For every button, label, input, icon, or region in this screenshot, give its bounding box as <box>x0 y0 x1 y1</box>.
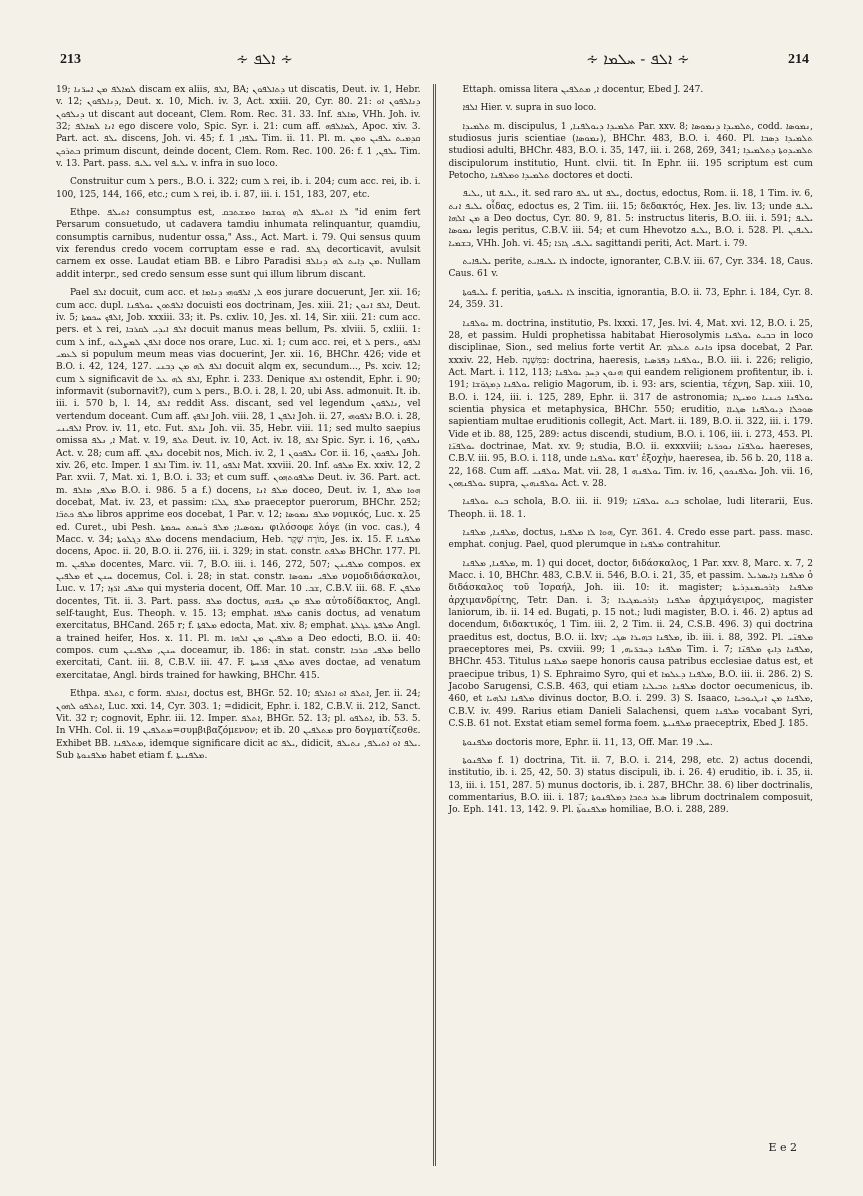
running-head-right: ∻ ܐܠܦ - ܚܠܡܐ ∻ <box>586 50 690 68</box>
column-divider <box>433 84 437 1166</box>
running-head <box>46 50 819 72</box>
entry-paragraph: Ethpa. ܐܬܠܦ, c form. ܐܬܐܠܦ, doctus est, BHGr. 52. 10; ܐܬܠܦ ܐܘ ܐܬܐܠܦ, Jer. ii. 24; ܐܬܠܦܘ ܠܗܘܢ, Luc. xxi. 14, Cyr. 303. 1; =didicit, Ephr. i. 182, C.B.V. ii. 212, Sanct. Vit. 32 r; cognovit, Ephr. iii. 12. Imper. ܐܬܠܦ, BHGr. 52. 13; pl. ܐܬܠܦܘ, ib. 53. 5. In VHh. Col. ii. 19 ܡܬܠܦܝܢ=συμβιβαζόμενον; et ib. 20 ܡܬܠܦܝܢ pro δογματίζεσθε. Exhibet BB. ܡܬܠܦܢܐ, idemque significare dicit ac ܝܠܦ, didicit, ܝܠܦ ܐܘ ܐܬܝܠܦ, ܢܬܝܠܦ. Sub ܡܠܦܢܘܬܐ habet etiam f. ܡܠܦܢܝܬܐ. <box>56 689 421 761</box>
entry-paragraph: ܬܠܡܝܕܐ m. discipulus, ܬܠܡܝܕܐ ܕܝܘܠܦܢܐ, 1 Par. xxv. 8; ܬܠܡܝܕܐ ܕܢܡܘܣܐ, codd. ܢܡܘܣܐ, studiosus juris scientiae (ܢܡܘܣܐ), BHChr. 483, B.O. i. 460. Pl. ܬܠܡܝܕܐ ܕܣܒܐ studiosi adulti, BHChr. 483, B.O. i. 35, 147, iii. i. 268, 269, 341; ܬܠܡܝܕܘܬܐ ܕܬܠܡܝܕܐ discipulorum institutio, Hunt. clvii. tit. In Ephr. iii. 195 scriptum est cum Petocho, ܬܠܡܝܕܐ ܘܡܠܦܢܐ doctores et docti. <box>448 121 813 182</box>
entry-paragraph: ܡܠܦܢܐ, ܡܠܦܢܐ, doctus, ܗܘܐ ܠܐ ܡܠܦܢܐ, Cyr. 361. 4. Credo esse part. pass. masc. emphat. conjug. Pael, quod plerumque in ܡܠܦܢܐ contrahitur. <box>448 528 813 551</box>
signature-mark: E e 2 <box>768 1141 797 1154</box>
entry-paragraph: Ettaph. omissa litera ܐ, ܡܬܠܦܝܢ docentur, Ebed J. 247. <box>462 85 704 95</box>
entry-paragraph: Pael ܐܠܦ docuit, cum acc. et ܠ, ܐܠܦܘܗܝ ܕܢܐܡܐ eos jurare docuerunt, Jer. xii. 16; cum acc. dupl. ܐܠܦܬܘܢ ܝܘܠܦܢܐ docuisti eos doctrinam, Jes. xiii. 21; ܐܠܦ ܐܢܘܢ, Deut. iv. 5; ܐܠܦܟ ܚܟܡܬܐ, Job. xxxiii. 33; it. Ps. cxliv. 10, Jes. xl. 14, Sir. xiii. 21: cum acc. pers. et ܠ rei, ܐܠܦ ܐܝܕܝ ܠܩܪܒܐ docuit manus meas bellum, Ps. xlviii. 5, cxliii. 1: cum ܠ inf., ܐܠܦܢ ܠܡܨܠܝܘ doce nos orare, Luc. xi. 1; cum acc. rei, et ܠ pers., ܐܠܦܘ ܠܥܡܝ si populum meum meas vias docuerint, Jer. xii. 16, BHChr. 426; vide et B.O. i. 42, 124, 127. ܐܠܦ ܠܗ ܡܢ ܕܒܢܝ docuit alqm ex, secundum..., Ps. xciv. 12; cum ܠ significavit de ܐܠܦ ܠܗ ܥܠ, Ephr. i. 233. Denique ܐܠܦ ostendit, Ephr. i. 90; informavit (subornavit?), cum ܠ pers., B.O. i. 28, l. 20, ubi Ass. admonuit. It. ib. iii. i. 570 b, l. 14, ܐܠܦ reddit Ass. discant, sed vel legendum ܢܐܠܦܘܢ, vel vertendum doceant. Cum aff. ܐܠܦܟ Joh. viii. 28, ܐܠܦܢ 1 Joh. ii. 27, ܐܠܦܘܗܝ B.O. i. 28, ܐܠܦܝܢܝ Prov. iv. 11, etc. Fut. ܢܐܠܦ Joh. vii. 35, Hebr. viii. 11; sed multo saepius omissa ܐ, ܢܠܦ Mat. v. 19, ܬܠܦ Deut. iv. 10, Act. iv. 18, ܐܠܦ Spic. Syr. i. 16, ܢܠܦܘܢ Act. v. 28; cum aff. ܢܠܦܢ docebit nos, Mich. iv. 2, ܢܠܦܟܘܢ 1 Cor. ii. 16, ܢܠܦܟܘܢ Joh. xiv. 26, etc. Imper. ܐܠܦ 1 Tim. iv. 11, ܐܠܦܘ Mat. xxviii. 20. Inf. ܡܠܦܘ Ex. xxiv. 12, 2 Par. xvii. 7, Mat. xi. 1, B.O. i. 33; et cum suff. ܡܠܦܘܬܗܘܢ Deut. iv. 36. Part. act. m. ܡܠܦ, ܡܐܠܦ B.O. i. 986. 5 a f.) docens, ܡܠܦ ܐܢܐ doceo, Deut. iv. 1, ܗܘܐ ܡܠܦ docebat, Mat. iv. 23, et passim: ܡܠܦ ܛܠܝ̈ܐ praeceptor puerorum, BHChr. 252; ܡܠܦ ܟܬܒ̈ܐ libros apprime eos docebat, 1 Par. v. 12; ܡܠܦ ܢܡܘܣܐ νομικός, Luc. x. 25 ed. Curet., ubi Pesh. ܢܡܘܣܝܐ; ܡܠܦ ܪܚܡܬ ܚܟܡܬܐ φιλόσοφε λόγε (in voc. cas.), 4 Macc. v. 34; ܡܠܦ ܕܓܠܘܬܐ docens mendacium, Heb. מוֹרֶה שֶׁקֶר, Jes. ix. 15. F. ܡܠܦܢܐ docens, Apoc. ii. 20, B.O. ii. 276, iii. i. 329; in stat. constr. ܡܠܦܬ BHChr. 177. Pl. m. ܡܠܦܝܢ docentes, Marc. vii. 7, B.O. iii. i. 146, 272, 507; ܡܠܦܝܢܢ compos. ex ܡܠܦܝܢ et ܚܢܢ docemus, Col. i. 28; in stat. constr. ܡܠܦܝ ܢܡܘܣܐ νομοδιδάσκαλοι, Luc. v. 17; ܡܠܦܝ ܐܪ̈ܙܐ qui mysteria docent, Off. Mar. ܫܒ. 10, C.B.V. iii. 68. F. ܡܠܦܢ docentes, Tit. ii. 3. Part. pass. ܡܠܦ doctus, ܡܠܦ ܡܢ ܢܦܫܗ αὐτοδίδακτος, Angl. self-taught, Eus. Theoph. v. 15. 13; emphat. ܡܠܦܐ canis doctus, ad venatum exercitatus, BHCand. 265 r; f. ܡܠܦܬܐ edocta, Mat. xiv. 8; emphat. ܡܠܦܬܐ ܥܓܠܬܐ Angl. a trained heifer, Hos. x. 11. Pl. m. ܡܠܦܝܢ ܡܢ ܐܠܗܐ a Deo edocti, B.O. ii. 40: compos. cum ܚܢܢ, ܡܠܦܝܢܢ doceamur, ib. 186: in stat. constr. ܡܠܦܝ ܩܪܒܐ bello exercitati, Cant. iii. 8, C.B.V. iii. 47. F. ܡܠܦܢ ܦܪ̈ܚܬܐ aves doctae, ad venatum exercitatae, Angl. birds trained for hawking, BHChr. 415. <box>56 288 421 681</box>
entry-paragraph: Ethpe. ܐܬܝܠܦ consumptus est, ܠܐ ܐܬܝܠܦ ܠܗ ܓܘܫܡܐ ܘܡܫܬܒܩ "id enim fert Persarum consuetudo, ut cadavera tamdiu inhumata relinquantur, quamdiu, consumptis carnibus, nudentur ossa," Ass., Act. Mart. i. 79. Qui sensus quum vix ferendus credo vocem corruptam esse e rad. ܓܠܦ decorticavit, avulsit carnem ex osse. Laudat etiam BB. e Libro Paradisi ܡܢ ܕܐܝܬ ܠܗ ܕܢܐܠܦ. Nullam addit interpr., sed credo sensum esse sunt qui illum librum discant. <box>56 208 421 280</box>
page-number-right: 214 <box>788 52 809 67</box>
entry-paragraph: ܒܝܬ ܝܘܠܦܢܐ schola, B.O. iii. ii. 919; ܒܝܬ ܝܘܠܦܢ̈ܐ scholae, ludi literarii, Eus. Theoph. ii. 18. 1. <box>448 497 813 520</box>
entry-paragraph: ܡܠܦܢܘܬܐ doctoris more, Ephr. ii. 11, 13, Off. Mar. ܚܠ. 19. <box>462 737 713 748</box>
entry-paragraph: ܝܠܝܦܐܝܬ perite, ܠܐ ܝܠܝܦܐܝܬ indocte, ignoranter, C.B.V. iii. 67, Cyr. 334. 18, Caus. Caus. 61 v. <box>448 257 814 280</box>
entry-paragraph: ܝܠܝܦܘܬܐ f. peritia, ܠܐ ܝܠܝܦܘܬܐ inscitia, ignorantia, B.O. ii. 73, Ephr. i. 184, Cyr. 8. 24, 359. 31. <box>448 287 813 311</box>
page-number-left: 213 <box>60 52 81 67</box>
entry-paragraph: ܡܠܦܢܐ, ܡܠܦܢܐ, m. 1) qui docet, doctor, διδάσκαλος, 1 Par. xxv. 8, Marc. x. 7, 2 Macc. i. 10, BHChr. 483, C.B.V. ii. 546, B.O. i. 21, 35, et passim. ܡܠܦܢܐ ܕܐܝܣܪܝܠ ὁ διδάσκαλος τοῦ Ἰσραήλ, Joh. iii. 10: it. magister; ܡܠܦܢܐ ܕܐܪܟܝܡܢܕܪܝܬܐ ἀρχιμανδρίτης, Tetr. Dan. i. 3; ܡܠܦܢܐ ܕܐܪܟܝܡܓܝܪܐ ἀρχιμάγειρος, magister laniorum, ib. ii. 14 ed. Bugati, p. 15 not.; ludi magister, B.O. i. 46. 2) aptus ad docendum, διδακτικός, 1 Tim. iii. 2, 2 Tim. ii. 24, C.S.B. 496. 3) qui doctrina praeditus est, doctus, B.O. ii. lxv; ܡܠܦܢܐ ܒܗܝܪܐ ܣܓܝ, ib. iii. i. 88, 392. Pl. ܡܠܦܢ̈ܝ praeceptores mei, Ps. cxviii. 99; ܡܠܦܢܐ ܕܚܒܪ̈ܝܗ, 1 Tim. i. 7; ܡܠܦܢܐ ܕܐܝܟ ܡܠܦܢ̈ܐ, BHChr. 453. Titulus ܡܠܦܢܐ saepe honoris causa patribus ecclesiae datus est, et praecipue tribus, 1) S. Ephraimo Syro, qui et ܡܠܦܢܐ ܕܥܠܡܐ, B.O. iii. ii. 286. 2) S. Jacobo Sarugensi, C.S.B. 463, qui etiam ܡܠܦܢܐ ܬܒܝܠܝܐ doctor oecumenicus, ib. 460, et ܡܠܦܢܐ ܐܠܗܝܐ divinus doctor, B.O. i. 299. 3) S. Isaaco, ܡܠܦܢܐ ܡܢ ܐܢܛܝܘܟܝܐ, C.B.V. iv. 499. Rarius etiam Danieli Salachensi, quem ܡܠܦܢܐ vocabant Syri, C.S.B. 61 not. Exstat etiam semel forma foem. ܡܠܦܢܝܬܐ praeceptrix, Ebed J. 185. <box>448 558 814 730</box>
entry-paragraph: 19; ܠܡܐܠܦ ܡܢ ܐܚܪ̈ܢܐ discam ex aliis, ܐܠܦ, BA; ܕܬܐܠܦܘܢ ut discatis, Deut. iv. 1, Hebr. v. 12; ܕܢܐܠܦܘܢ, Deut. x. 10, Mich. iv. 3, Act. xxiii. 20, Cyr. 80. 21: ܕܢܐܠܦܘܢ ܐܘ ܕܢܠܦܘܢ ut discant aut doceant, Clem. Rom. Rec. 31. 33. Inf. ܡܐܠܦ, VHh. Joh. iv. 32; ܐܢܐ ܠܡܐܠܦ ego discere volo, Spic. Syr. i. 21: cum aff. ܠܡܐܠܦܗ, Apoc. xiv. 3. Part. act. ܝܠܦ discens, Joh. vi. 45; f. ܝܠܦܐ, 1 Tim. ii. 11. Pl. m. ܩܕܡܝܬ ܝܠܦܝܢ ܘܡܢ ܒܬܪܟܢ primum discunt, deinde docent, Clem. Rom. Rec. 100. 26: f. ܝܠܦܢ, 1 Tim. v. 13. Part. pass. ܝܠܝܦ vel ܝܠܝܦ v. infra in suo loco. <box>56 85 421 170</box>
entry-paragraph: ܐܠܦܐ Hier. v. supra in suo loco. <box>462 103 597 114</box>
right-column <box>448 84 819 1166</box>
running-head-left: ∻ ܐܠܦ ∻ <box>236 50 293 68</box>
entry-paragraph: ܡܠܦܢܘܬܐ f. 1) doctrina, Tit. ii. 7, B.O. i. 214, 298, etc. 2) actus docendi, institutio, ib. i. 25, 42, 50. 3) status discipuli, ib. i. 26. 4) eruditio, ib. i. 35, ii. 13, iii. i. 151, 287. 5) munus doctoris, ib. i. 287, BHChr. 38. 6) liber doctrinalis, commentarius, B.O. iii. i. 187; ܣܥܪ ܟܬܒܐ ܕܡܠܦܢܘܬܐ librum doctrinalem composuit, Jo. Eph. 141. 13, 142. 9. Pl. ܡܠܦܢܘܬ̈ܐ homiliae, B.O. i. 288, 289. <box>448 755 813 816</box>
two-column-body <box>46 84 819 1166</box>
entry-paragraph: Construitur cum ܠ pers., B.O. i. 322; cum ܠ rei, ib. i. 204; cum acc. rei, ib. i. 100, 125, 144, 166, etc.; cum ܠ rei, ib. i. 87, iii. i. 151, 183, 207, etc. <box>56 177 421 200</box>
left-column <box>46 84 421 1166</box>
entry-paragraph: ܝܠܝܦ, ut ܝܠܝܦ, it. sed raro ܝܠܦ ut ܝܠܦ, doctus, edoctus, Rom. ii. 18, 1 Tim. iv. 6, ܝܠܝܦ ܐܢܬ οἶδας, edoctus es, 2 Tim. iii. 15; δεδακτός, Hex. Jes. liv. 13; unde ܝܠܝܦ ܡܢ ܐܠܗܐ a Deo doctus, Cyr. 80. 9, 81. 5: instructus literis, B.O. iii. i. 591; ܝܠܝܦ ܢܡܘܣܐ legis peritus, C.B.V. iii. 54; et cum Hhevotzo ܝܠܝܦ, B.O. i. 528. Pl. ܝܠܝܦܝܢ ܒܫܡܝܐ, VHh. Joh. vi. 45; ܝܠܝܦܝ ܓܐܪ̈ܐ sagittandi periti, Act. Mart. i. 79. <box>448 189 814 249</box>
entry-paragraph: ܝܘܠܦܢܐ m. doctrina, institutio, Ps. lxxxi. 17, Jes. lvi. 4, Mat. xvi. 12, B.O. i. 25, 28, et passim. Huldi prophetissa habitabat Hierosolymis ܒܒܝܬ ܝܘܠܦܢܐ in loco disciplinae, Sion., sed melius forte vertit Ar. ܟܐܢܬ ܬܥܠܡ ipsa docebat, 2 Par. xxxiv. 22, Heb. בַּמִּשְׁנֶה: doctrina, haeresis, ܝܘܠܦܢܐ ܕܦܪ̈ܣܝܐ, B.O. iii. i. 226; religio, Act. Mart. i. 112, 113; ܗܢܘܢ ܕܚܕ ܝܘܠܦܢܐ qui eandem religionem profitentur, ib. i. 191; ܝܘܠܦܢܐ ܕܡܓܘ̈ܫܐ religio Magorum, ib. i. 93: ars, scientia, τέχνη, Sap. xiii. 10, B.O. i. 124, iii. i. 125, 289, Ephr. ii. 317 de astronomia; ܝܘܠܦܢܐ ܟܝܢܝܐ ܘܡܝܛܐ scientia physica et metaphysica, BHChr. 550; eruditio, ܣܘܟܠܐ ܕܝܘܠܦܢܐ ܣܓܝܐܐ sapientiam multae eruditionis collegit, Act. Mart. ii. 189, B.O. ii. 322, iii. i. 179. Vide et ib. 88, 125, 289: actus discendi, studium, B.O. i. 106, iii. i. 273, 453. Pl. ܝܘܠܦܢ̈ܐ doctrinae, Mat. xv. 9; studia, B.O. ii. exxxviii; ܝܘܠܦܢ̈ܐ ܢܘܟܪ̈ܝܐ haereses, C.B.V. iii. 95, B.O. i. 118, unde ܝܘܠܦܢܐ κατ' ἐξοχὴν, haeresea, ib. 56 b. 20, 118 a. 22, 168. Cum aff. ܝܘܠܦܢܝ Mat. vii. 28, ܝܘܠܦܢܗ 1 Tim. iv. 16, ܝܘܠܦܢܟܘܢ Joh. vii. 16, ܝܘܠܦܢܗܘܢ supra, ܝܘܠܦܢܗܝܢ Act. v. 28. <box>448 318 814 489</box>
